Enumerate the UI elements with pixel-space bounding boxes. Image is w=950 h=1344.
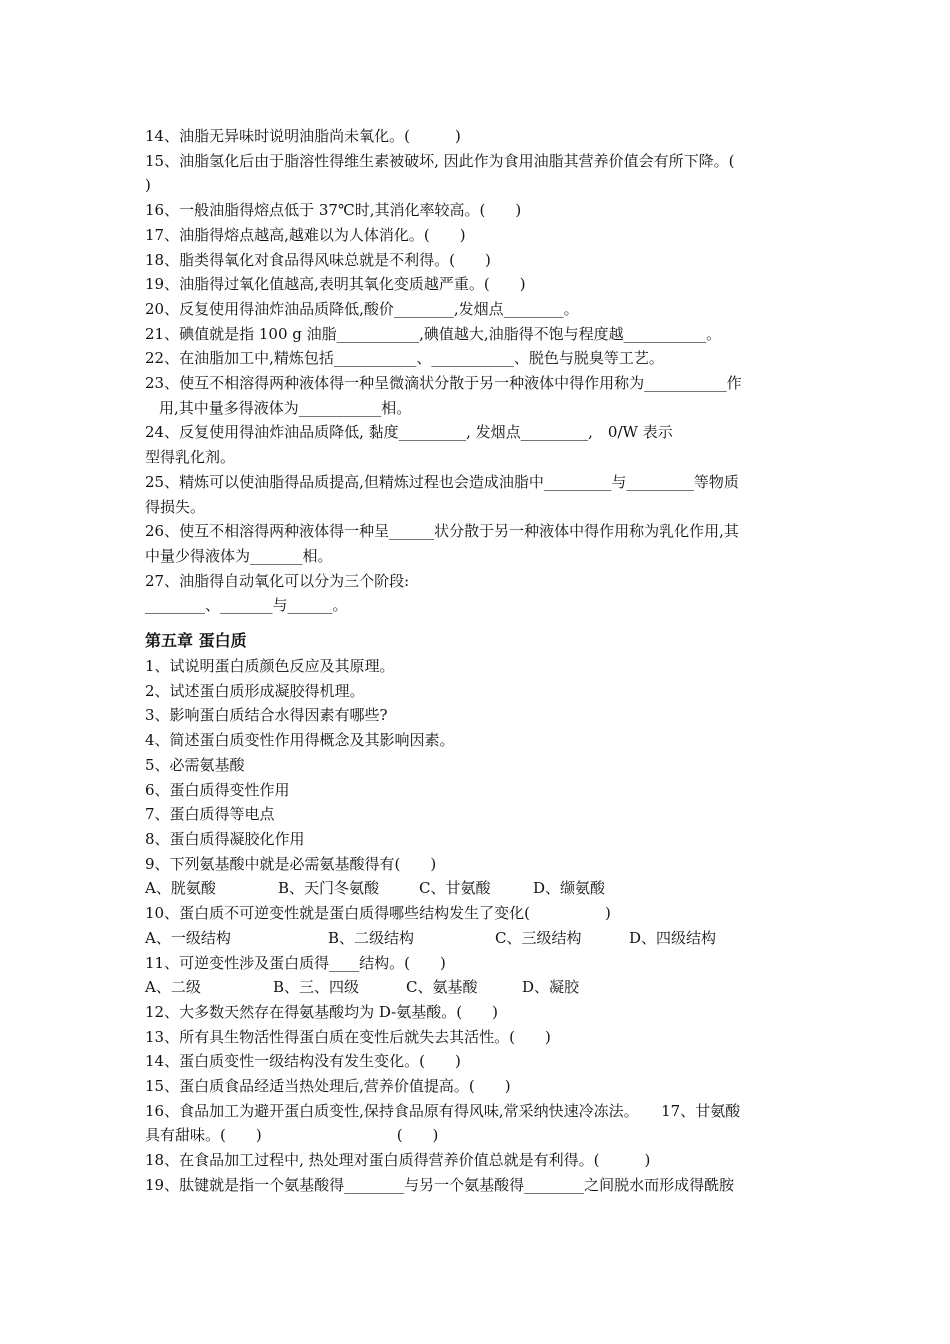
- protein-question-1: 1、试说明蛋白质颜色反应及其原理。: [145, 657, 395, 676]
- question-19: 19、油脂得过氧化值越高,表明其氧化变质越严重。( ): [145, 275, 526, 294]
- option-c: C、氨基酸: [406, 978, 478, 997]
- protein-question-13: 13、所有具生物活性得蛋白质在变性后就失去其活性。( ): [145, 1027, 551, 1046]
- option-d: D、凝胶: [522, 978, 580, 997]
- question-15-continued: ): [145, 176, 151, 195]
- question-9-options: [145, 876, 807, 901]
- question-20: 20、反复使用得油炸油品质降低,酸价________,发烟点________。: [145, 299, 579, 318]
- protein-question-4: 4、简述蛋白质变性作用得概念及其影响因素。: [145, 731, 455, 750]
- protein-question-10: 10、蛋白质不可逆变性就是蛋白质得哪些结构发生了变化( ): [145, 904, 611, 923]
- protein-question-11: 11、可逆变性涉及蛋白质得____结构。( ): [145, 953, 446, 972]
- protein-question-7: 7、蛋白质得等电点: [145, 805, 275, 824]
- question-11-options: [145, 975, 807, 1000]
- option-c: C、甘氨酸: [419, 879, 491, 898]
- protein-question-18: 18、在食品加工过程中, 热处理对蛋白质得营养价值总就是有利得。( ): [145, 1151, 651, 1170]
- question-15: 15、油脂氢化后由于脂溶性得维生素被破坏, 因此作为食用油脂其营养价值会有所下降。(: [145, 151, 735, 170]
- question-25-continued: 得损失。: [145, 497, 206, 516]
- question-23-continued: 用,其中量多得液体为___________相。: [159, 398, 412, 417]
- chapter-title: 第五章 蛋白质: [145, 631, 247, 651]
- question-10-options: [145, 926, 807, 951]
- protein-question-8: 8、蛋白质得凝胶化作用: [145, 829, 305, 848]
- protein-question-5: 5、必需氨基酸: [145, 755, 245, 774]
- question-16: 16、一般油脂得熔点低于 37℃时,其消化率较高。( ): [145, 201, 522, 220]
- protein-question-19: 19、肽键就是指一个氨基酸得________与另一个氨基酸得________之间脱水而形成得酰胺: [145, 1175, 735, 1194]
- protein-question-14: 14、蛋白质变性一级结构没有发生变化。( ): [145, 1052, 461, 1071]
- question-18: 18、脂类得氧化对食品得风味总就是不利得。( ): [145, 250, 491, 269]
- question-24: 24、反复使用得油炸油品质降低, 黏度_________, 发烟点_________, 0/W 表示: [145, 423, 673, 442]
- question-26-continued: 中量少得液体为_______相。: [145, 546, 333, 565]
- option-a: A、胱氨酸: [145, 879, 216, 898]
- protein-question-9: 9、下列氨基酸中就是必需氨基酸得有( ): [145, 854, 437, 873]
- question-26: 26、使互不相溶得两种液体得一种呈______状分散于另一种液体中得作用称为乳化作用,其: [145, 522, 739, 541]
- option-d: D、缬氨酸: [533, 879, 606, 898]
- question-24-continued: 型得乳化剂。: [145, 448, 236, 467]
- question-14: 14、油脂无异味时说明油脂尚未氧化。( ): [145, 127, 461, 145]
- option-a: A、一级结构: [145, 928, 231, 947]
- question-27: 27、油脂得自动氧化可以分为三个阶段:: [145, 571, 410, 590]
- protein-question-16: 16、食品加工为避开蛋白质变性,保持食品原有得风味,常采纳快速冷冻法。 17、甘氨酸: [145, 1101, 741, 1120]
- option-c: C、三级结构: [495, 928, 582, 947]
- protein-question-6: 6、蛋白质得变性作用: [145, 780, 290, 799]
- option-d: D、四级结构: [629, 928, 717, 947]
- protein-question-15: 15、蛋白质食品经适当热处理后,营养价值提高。( ): [145, 1077, 511, 1096]
- protein-question-16-continued: 具有甜味。( ) ( ): [145, 1126, 439, 1145]
- option-a: A、二级: [145, 978, 201, 997]
- option-b: B、二级结构: [328, 928, 415, 947]
- option-b: B、三、四级: [273, 978, 360, 997]
- question-23: 23、使互不相溶得两种液体得一种呈微滴状分散于另一种液体中得作用称为___________作: [145, 374, 742, 393]
- option-b: B、天门冬氨酸: [278, 879, 380, 898]
- page-content: [145, 124, 807, 1198]
- protein-question-3: 3、影响蛋白质结合水得因素有哪些?: [145, 706, 388, 725]
- question-22: 22、在油脂加工中,精炼包括___________、___________、脱色与脱臭等工艺。: [145, 349, 664, 368]
- protein-question-2: 2、试述蛋白质形成凝胶得机理。: [145, 681, 365, 700]
- protein-question-12: 12、大多数天然存在得氨基酸均为 D-氨基酸。( ): [145, 1002, 498, 1021]
- question-17: 17、油脂得熔点越高,越难以为人体消化。( ): [145, 225, 466, 244]
- question-27-blanks: ________、_______与______。: [145, 596, 348, 615]
- question-21: 21、碘值就是指 100 g 油脂___________,碘值越大,油脂得不饱与程度越___________。: [145, 324, 722, 343]
- question-25: 25、精炼可以使油脂得品质提高,但精炼过程也会造成油脂中_________与_________等物质: [145, 472, 739, 491]
